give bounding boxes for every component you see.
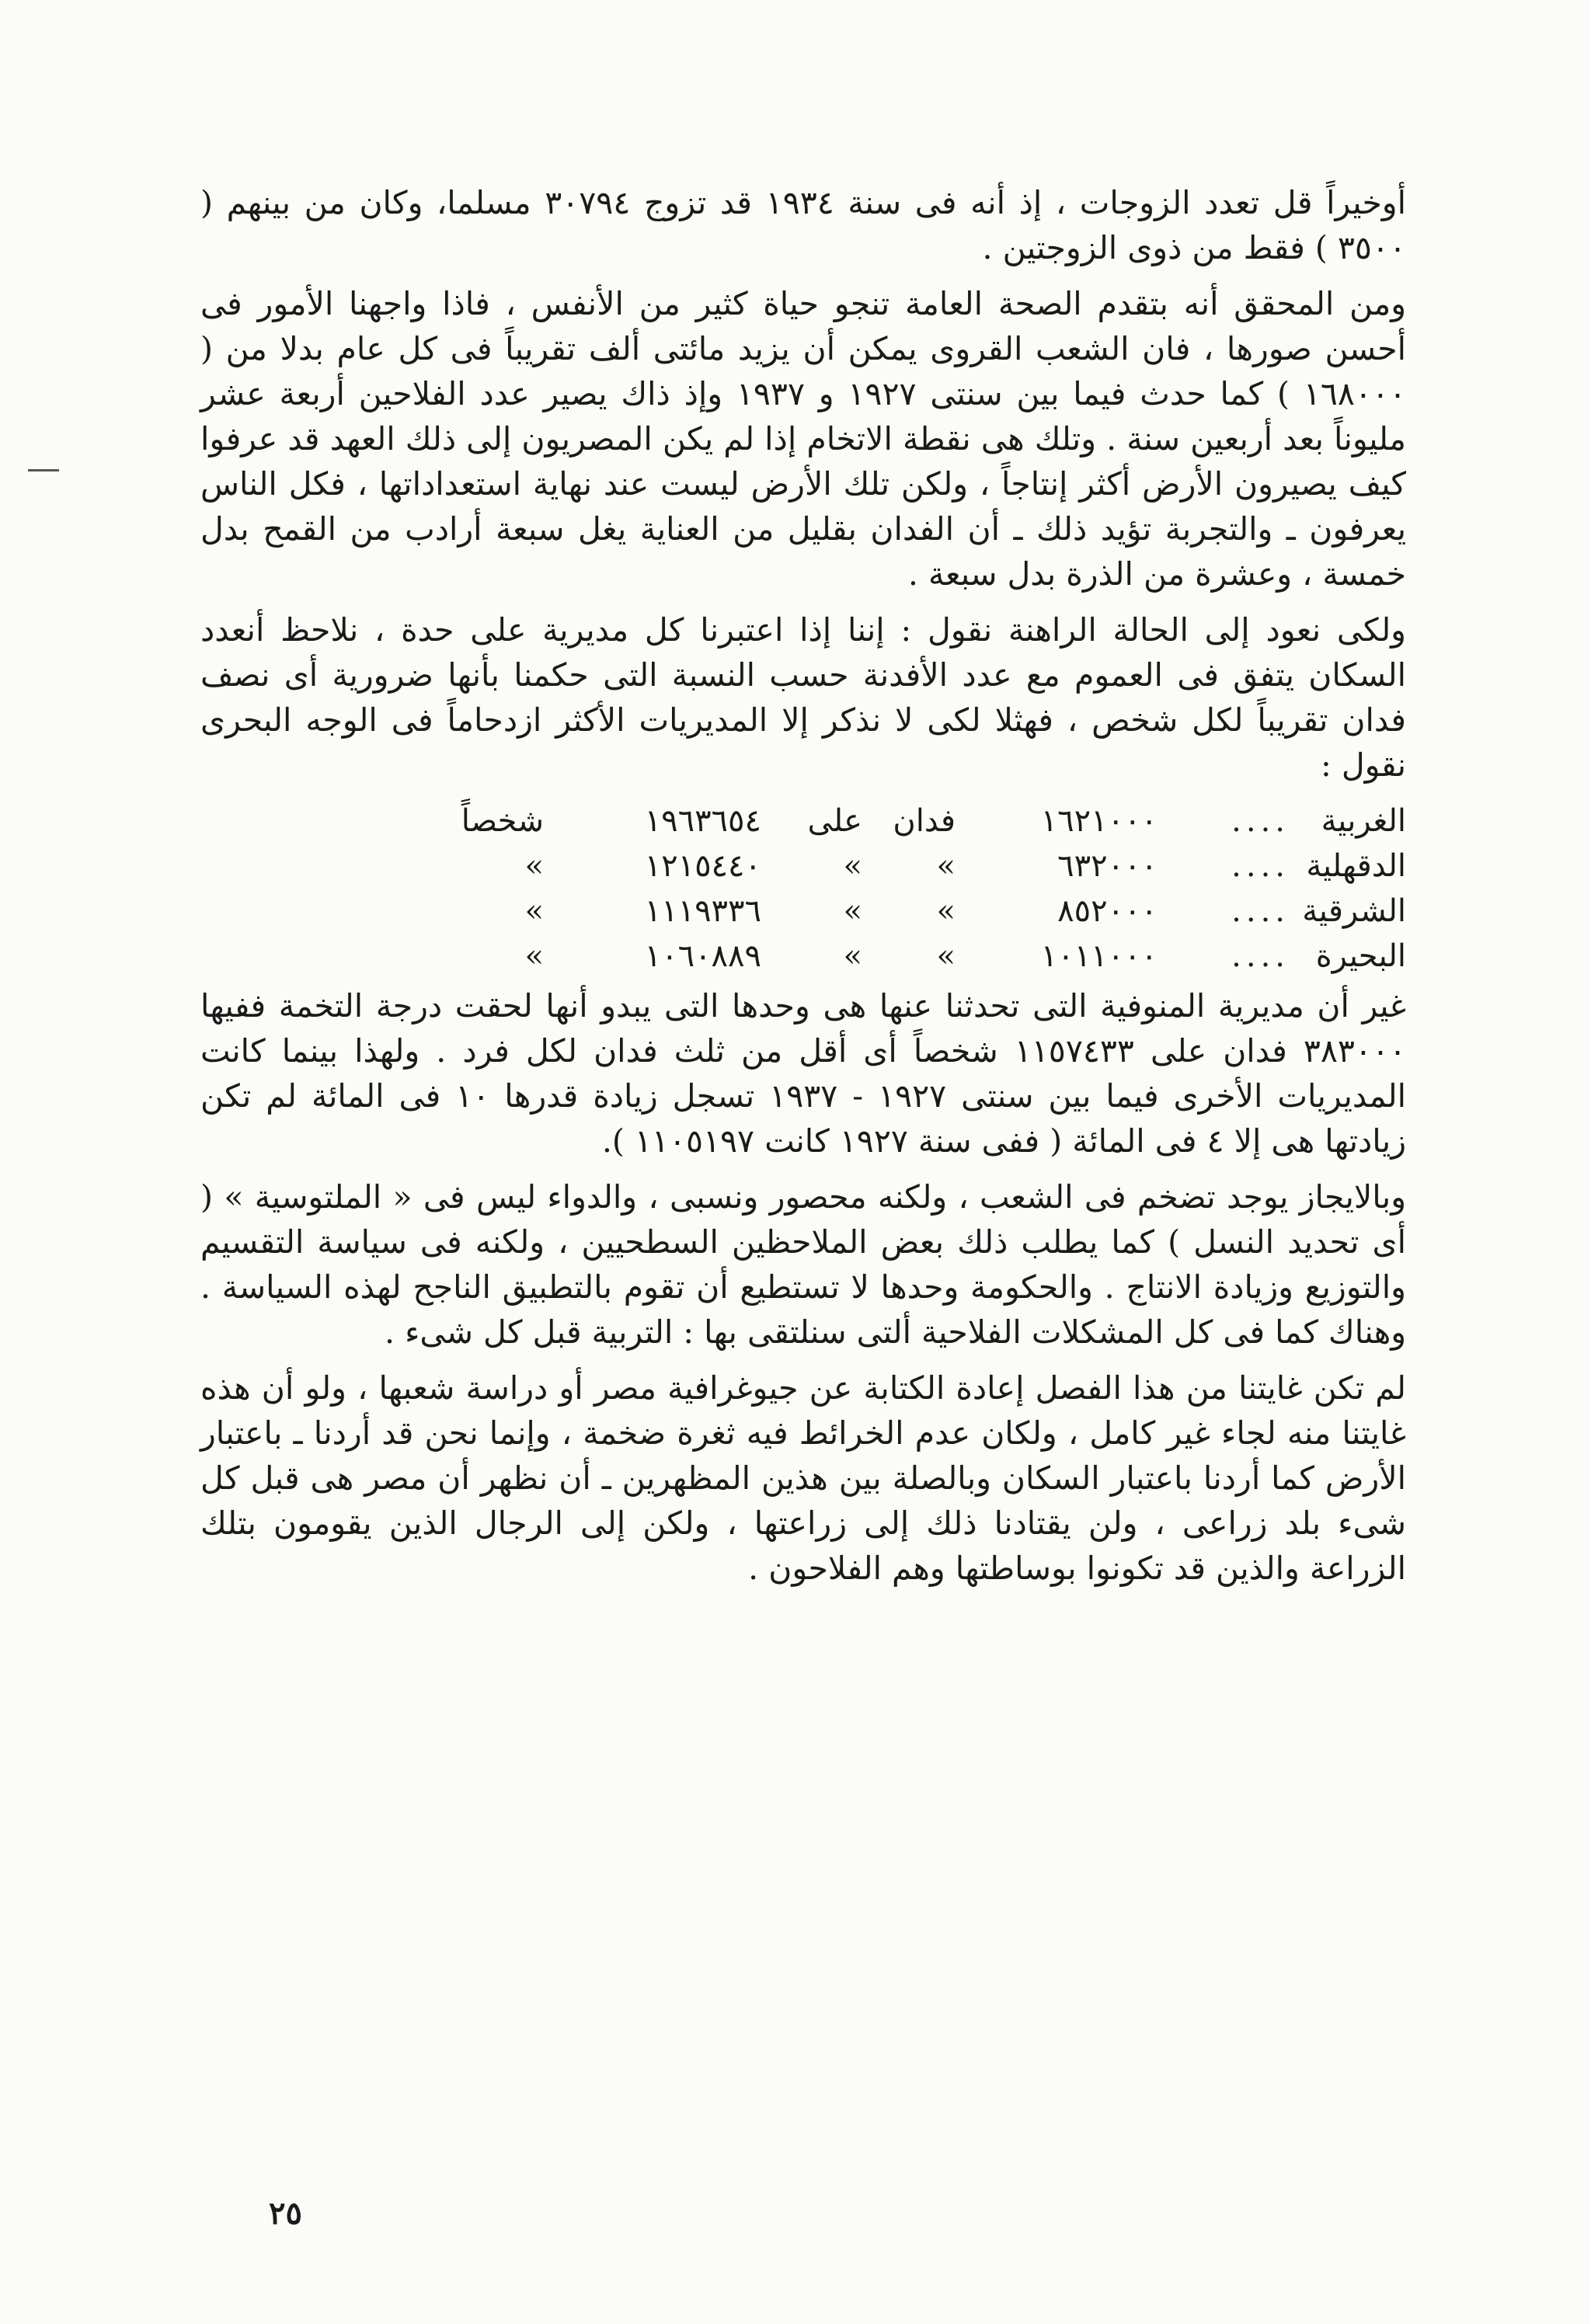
acres-value: ٨٥٢٠٠٠ <box>1057 893 1158 929</box>
province-name: البحيرة <box>1315 938 1406 974</box>
table-row <box>200 798 1406 844</box>
people-value: ١١١٩٣٣٦ <box>644 893 761 929</box>
leader-dots: .... <box>1231 938 1290 974</box>
people-value: ١٠٦٠٨٨٩ <box>644 938 761 974</box>
unit-label: فدان <box>893 803 956 839</box>
province-name: الدقهلية <box>1306 848 1406 884</box>
paragraph-6: لم تكن غايتنا من هذا الفصل إعادة الكتابة عن جيوغرافية مصر أو دراسة شعبها ، ولو أن هذه غايتنا منه لجاء غير كامل ، ولكان عدم الخرائط فيه ثغرة ضخمة ، وإنما نحن قد أردنا ـ باعتبار الأرض كما أردنا باعتبار السكان وبالصلة بين هذين المظهرين ـ أن نظهر أن مصر هى قبل كل شىء بلد زراعى ، ولن يقتادنا ذلك إلى زراعتها ، ولكن إلى الرجال الذين يقومون بتلك الزراعة والذين قد تكونوا بوساطتها وهم الفلاحون . <box>200 1369 1406 1587</box>
margin-mark <box>28 469 59 471</box>
paragraph-4: غير أن مديرية المنوفية التى تحدثنا عنها هى وحدها التى يبدو أنها لحقت درجة التخمة ففيها ٣٨٣٠٠٠ فدان على ١١٥٧٤٣٣ شخصاً أى أقل من ثلث فدان لكل فرد . ولهذا بينما كانت المديريات الأخرى فيما بين سنتى ١٩٢٧ - ١٩٣٧ تسجل زيادة قدرها ١٠ فى المائة لم تكن زيادتها هى إلا ٤ فى المائة ( ففى سنة ١٩٢٧ كانت ١١٠٥١٩٧ ). <box>200 987 1407 1160</box>
people-value: ١٢١٥٤٤٠ <box>644 848 761 884</box>
province-name: الغربية <box>1321 803 1406 839</box>
body-text <box>200 180 1406 1602</box>
paragraph-2: ومن المحقق أنه بتقدم الصحة العامة تنجو حياة كثير من الأنفس ، فاذا واجهنا الأمور فى أحسن صورها ، فان الشعب القروى يمكن أن يزيد مائتى ألف تقريباً فى كل عام بدلا من ( ١٦٨٠٠٠ ) كما حدث فيما بين سنتى ١٩٢٧ و ١٩٣٧ وإذ ذاك يصير عدد الفلاحين أربعة عشر مليوناً بعد أربعين سنة . وتلك هى نقطة الاتخام إذا لم يكن المصريون إلى ذلك العهد قد عرفوا كيف يصيرون الأرض أكثر إنتاجاً ، ولكن تلك الأرض ليست عند نهاية استعداداتها ، فكل الناس يعرفون ـ والتجربة تؤيد ذلك ـ أن الفدان بقليل من العناية يغل سبعة أرادب من القمح بدل خمسة ، وعشرة من الذرة بدل سبعة . <box>200 285 1406 593</box>
people-unit: شخصاً <box>461 803 544 839</box>
people-value: ١٩٦٣٦٥٤ <box>644 803 761 839</box>
paragraph-5: وبالايجاز يوجد تضخم فى الشعب ، ولكنه محصور ونسبى ، والدواء ليس فى « الملتوسية » ( أى تحديد النسل ) كما يطلب ذلك بعض الملاحظين السطحيين ، ولكنه فى سياسة التقسيم والتوزيع وزيادة الانتاج . والحكومة وحدها لا تستطيع أن تقوم بالتطبيق الناجح لهذه السياسة . وهناك كما فى كل المشكلات الفلاحية ألتى سنلتقى بها : التربية قبل كل شىء . <box>200 1178 1406 1351</box>
province-name: الشرقية <box>1302 893 1406 929</box>
leader-dots: .... <box>1231 803 1290 839</box>
table-row <box>200 934 1406 979</box>
on-label: » <box>843 893 862 929</box>
unit-label: » <box>936 893 956 929</box>
on-label: » <box>843 938 862 974</box>
leader-dots: .... <box>1231 893 1290 929</box>
acres-value: ١٦٢١٠٠٠ <box>1040 803 1158 839</box>
table-row <box>200 844 1406 889</box>
people-unit: » <box>524 938 544 974</box>
paragraph-1: أوخيراً قل تعدد الزوجات ، إذ أنه فى سنة ١٩٣٤ قد تزوج ٣٠٧٩٤ مسلما، وكان من بينهم ( ٣٥٠٠ ) فقط من ذوى الزوجتين . <box>200 184 1406 266</box>
unit-label: » <box>936 938 956 974</box>
acres-value: ٦٣٢٠٠٠ <box>1057 848 1158 884</box>
on-label: » <box>843 848 862 884</box>
table-row <box>200 889 1406 934</box>
paragraph-3: ولكى نعود إلى الحالة الراهنة نقول : إننا إذا اعتبرنا كل مديرية على حدة ، نلاحظ أنعدد السكان يتفق فى العموم مع عدد الأفدنة حسب النسبة التى حكمنا بأنها ضرورية أى نصف فدان تقريباً لكل شخص ، فهثلا لكى لا نذكر إلا المديريات الأكثر ازدحاماً فى الوجه البحرى نقول : <box>200 611 1406 784</box>
province-table <box>200 798 1406 979</box>
page-number: ٢٥ <box>269 2195 302 2232</box>
unit-label: » <box>936 848 956 884</box>
people-unit: » <box>524 893 544 929</box>
leader-dots: .... <box>1231 848 1290 884</box>
acres-value: ١٠١١٠٠٠ <box>1040 938 1158 974</box>
on-label: على <box>807 803 862 839</box>
people-unit: » <box>524 848 544 884</box>
